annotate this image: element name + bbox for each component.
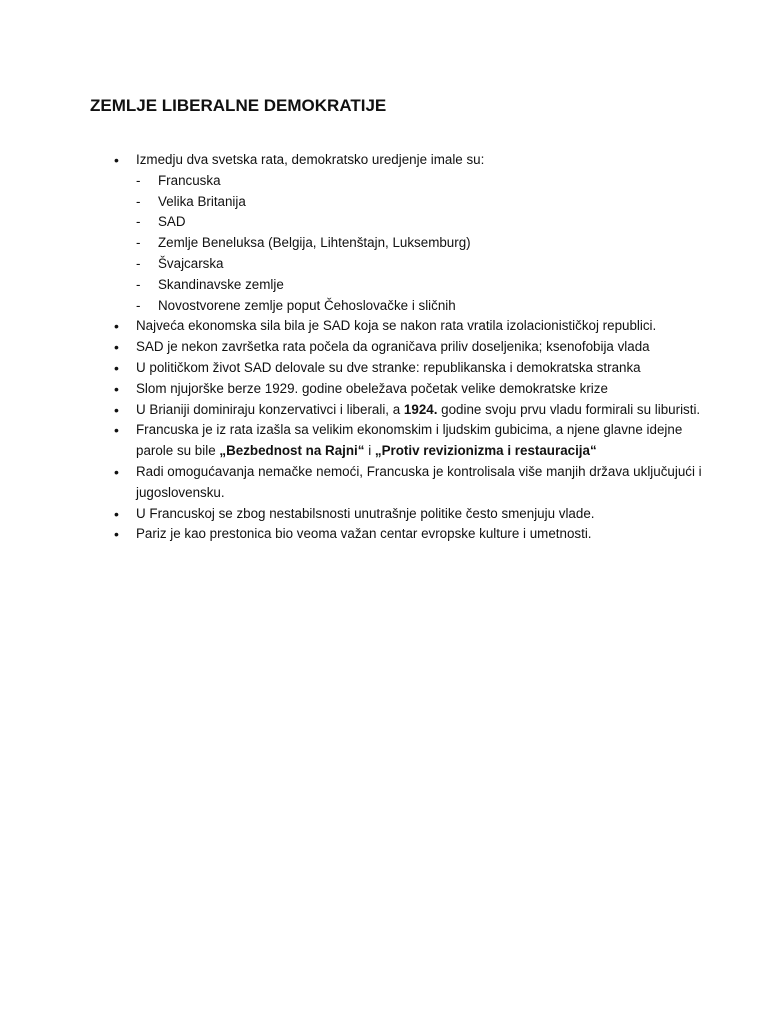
country-item: - SAD bbox=[136, 212, 708, 233]
year-1924: 1924. bbox=[403, 401, 438, 417]
britain-text-post: godine svoju prvu vladu formirali su liburisti. bbox=[437, 401, 701, 417]
country-item: - Švajcarska bbox=[136, 254, 708, 275]
list-item: • U političkom život SAD delovale su dve stranke: republikanska i demokratska stranka bbox=[90, 358, 708, 379]
list-item: • Radi omogućavanja nemačke nemoći, Francuska je kontrolisala više manjih država uključujući i jugoslovensku. bbox=[90, 462, 708, 504]
france-text-mid: i bbox=[364, 443, 375, 459]
list-item-britain bbox=[90, 400, 708, 421]
britain-text-pre: U Brianiji dominiraju konzervativci i liberali, a bbox=[136, 401, 404, 417]
intro-text: Izmedju dva svetska rata, demokratsko uredjenje imale su: bbox=[136, 152, 485, 167]
list-item: • Najveća ekonomska sila bila je SAD koja se nakon rata vratila izolacionističkoj republici. bbox=[90, 316, 708, 337]
country-item: - Zemlje Beneluksa (Belgija, Lihtenštajn, Luksemburg) bbox=[136, 233, 708, 254]
bullet-list bbox=[90, 150, 708, 545]
country-item: - Novostvorene zemlje poput Čehoslovačke i sličnih bbox=[136, 296, 708, 317]
slogan-revisionism: „Protiv revizionizma i restauracija“ bbox=[374, 443, 597, 459]
document-title: ZEMLJE LIBERALNE DEMOKRATIJE bbox=[90, 96, 387, 115]
list-item-intro bbox=[90, 150, 708, 316]
list-item-france bbox=[90, 420, 708, 462]
country-list bbox=[136, 171, 708, 317]
list-item: • SAD je nekon završetka rata počela da ograničava priliv doseljenika; ksenofobija vlada bbox=[90, 337, 708, 358]
country-item: - Francuska bbox=[136, 171, 708, 192]
list-item: • U Francuskoj se zbog nestabilsnosti unutrašnje politike često smenjuju vlade. bbox=[90, 504, 708, 525]
country-item: - Skandinavske zemlje bbox=[136, 275, 708, 296]
list-item: • Pariz je kao prestonica bio veoma važan centar evropske kulture i umetnosti. bbox=[90, 524, 708, 545]
france-text-pre: Francuska je iz rata izašla sa velikim ekonomskim i ljudskim gubicima, a njene glavne idejne parole su bile bbox=[136, 422, 683, 459]
list-item: • Slom njujorške berze 1929. godine obeležava početak velike demokratske krize bbox=[90, 379, 708, 400]
slogan-rhine: „Bezbednost na Rajni“ bbox=[219, 443, 365, 459]
country-item: - Velika Britanija bbox=[136, 192, 708, 213]
